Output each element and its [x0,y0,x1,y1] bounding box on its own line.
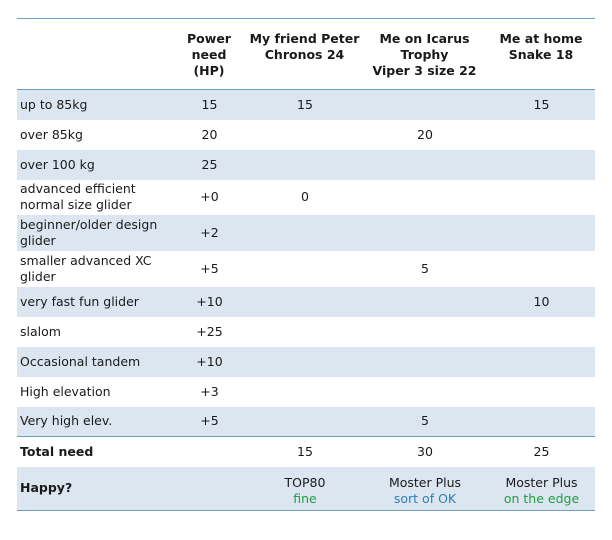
total-power-cell [171,437,247,467]
table-row [17,317,595,347]
peter-cell: 0 [301,189,309,204]
home-cell [487,180,595,215]
power-cell: +25 [196,323,223,339]
happy-power-cell [171,467,247,511]
home-cell [487,150,595,180]
power-cell: 25 [201,156,218,172]
peter-cell [247,287,362,317]
power-cell: +5 [200,413,219,429]
icarus-cell [362,90,487,120]
icarus-cell [362,215,487,251]
power-cell: +5 [200,260,219,276]
row-label: very fast fun glider [20,293,139,309]
power-need-table [17,18,595,511]
power-cell: +10 [196,293,223,309]
row-label: advanced efficient normal size glider [20,181,136,212]
power-cell: 20 [201,126,218,142]
home-cell [487,215,595,251]
total-row [17,437,595,467]
table-row [17,287,595,317]
table-row [17,407,595,437]
row-label: Very high elev. [20,413,113,429]
table-row [17,377,595,407]
happy-home-cell [487,467,595,511]
row-label: smaller advanced XC glider [20,252,152,284]
home-cell [487,377,595,407]
header-peter-chronos: My friend Peter Chronos 24 [249,31,360,62]
icarus-cell: 20 [417,126,433,142]
power-cell: +0 [200,189,219,204]
table-row [17,90,595,120]
happy-peter-cell [247,467,362,511]
row-label: over 85kg [20,126,83,142]
peter-cell [247,251,362,287]
row-label: High elevation [20,383,111,399]
row-label: up to 85kg [20,96,88,112]
peter-verdict: fine [293,490,317,506]
icarus-cell [362,150,487,180]
table-row [17,150,595,180]
peter-cell: 15 [297,96,313,112]
total-icarus-cell: 30 [417,443,433,459]
peter-cell [247,317,362,347]
home-cell: 10 [533,293,550,309]
table-row [17,215,595,251]
table-row [17,180,595,215]
happy-icarus-cell [362,467,487,511]
home-cell [487,407,595,437]
icarus-cell [362,347,487,377]
table-row [17,251,595,287]
power-cell: +10 [196,353,223,369]
power-need-table-container [17,18,595,511]
table-row [17,347,595,377]
table-row [17,120,595,150]
icarus-cell [362,377,487,407]
home-cell [487,317,595,347]
home-cell [487,347,595,377]
peter-cell [247,120,362,150]
home-cell [487,120,595,150]
peter-cell [247,150,362,180]
header-empty [17,19,171,90]
header-power-need: Power need (HP) [187,31,231,78]
total-peter-cell: 15 [297,443,313,459]
icarus-cell [362,317,487,347]
row-label: over 100 kg [20,156,95,172]
row-label: slalom [20,323,61,339]
icarus-verdict: sort of OK [393,490,457,506]
icarus-cell: 5 [421,413,429,429]
peter-cell [247,347,362,377]
row-label: beginner/older design glider [20,216,158,248]
header-home-snake: Me at home Snake 18 [499,31,583,62]
happy-label: Happy? [20,480,73,496]
icarus-cell: 5 [421,260,429,276]
home-engine: Moster Plus [505,474,578,490]
icarus-cell [362,180,487,215]
total-label: Total need [20,443,94,459]
home-cell: 15 [533,96,550,112]
peter-engine: TOP80 [284,474,326,490]
icarus-engine: Moster Plus [388,474,462,490]
peter-cell [247,407,362,437]
peter-cell [247,215,362,251]
icarus-cell [362,287,487,317]
home-cell [487,251,595,287]
home-verdict: on the edge [503,490,580,506]
peter-cell [247,377,362,407]
power-cell: +2 [200,224,219,240]
total-home-cell: 25 [533,443,550,459]
header-row [17,19,595,90]
power-cell: +3 [200,383,219,399]
happy-row [17,467,595,511]
power-cell: 15 [201,96,218,112]
row-label: Occasional tandem [20,353,141,369]
header-icarus-trophy: Me on Icarus Trophy Viper 3 size 22 [372,31,477,78]
